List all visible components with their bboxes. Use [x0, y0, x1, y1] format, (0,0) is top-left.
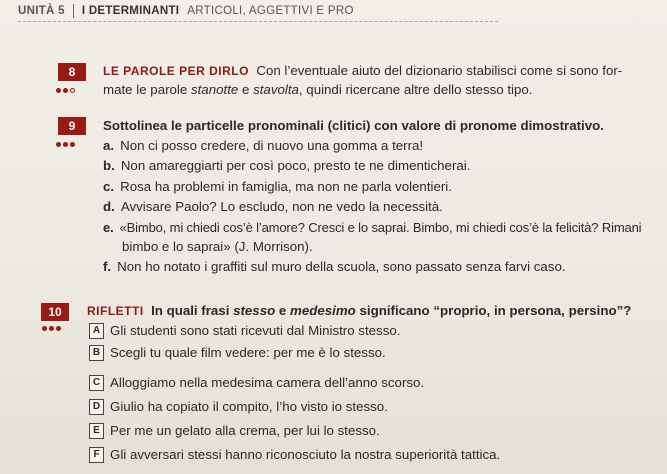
answer-checkbox-c[interactable]: C [89, 375, 104, 391]
exercise-8-text-2b: e [238, 82, 254, 97]
item-text: Scegli tu quale film vedere: per me è lo stesso. [110, 345, 386, 360]
difficulty-dot-filled [49, 326, 54, 331]
item-text: Gli avversari stessi hanno riconosciuto la nostra superiorità tattica. [110, 447, 501, 462]
exercise-10-item-f [89, 446, 500, 464]
item-text: Gli studenti sono stati ricevuti dal Ministro stesso. [110, 323, 401, 338]
exercise-9-item-e-continued [122, 238, 313, 256]
exercise-10-item-c [89, 374, 424, 392]
difficulty-dot-filled [56, 326, 61, 331]
item-text: Avvisare Paolo? Lo escludo, non ne vedo la necessità. [120, 199, 443, 214]
running-header [18, 2, 354, 20]
word-stanotte: stanotte [190, 82, 239, 97]
exercise-8-line-1 [103, 62, 622, 80]
item-text: Non ci posso credere, di nuovo una gomma a terra! [120, 138, 424, 153]
difficulty-dot-filled [42, 326, 47, 331]
exercise-9-instruction [103, 117, 604, 135]
difficulty-dot-filled [56, 88, 61, 93]
item-text: bimbo e lo saprai» (J. Morrison). [122, 239, 313, 254]
exercise-9-item-d [103, 198, 443, 216]
difficulty-dot-filled [63, 88, 68, 93]
topic-label: ARTICOLI, AGGETTIVI E PRO [187, 5, 354, 17]
item-label: d. [103, 199, 115, 214]
item-text: Alloggiamo nella medesima camera dell’anno scorso. [110, 375, 425, 390]
answer-checkbox-f[interactable]: F [89, 447, 104, 463]
item-label: c. [103, 179, 115, 194]
difficulty-dot-filled [70, 142, 75, 147]
header-rule [18, 21, 498, 22]
item-text: Per me un gelato alla crema, per lui lo stesso. [110, 423, 380, 438]
exercise-9-instruction-text: Sottolinea le particelle pronominali (clitici) con valore di pronome dimostrativo. [103, 118, 604, 133]
answer-checkbox-b[interactable]: B [89, 345, 104, 361]
item-text: Rosa ha problemi in famiglia, ma non ne parla volentieri. [120, 179, 452, 194]
item-text: Non ho notato i graffiti sul muro della scuola, sono passato senza farvi caso. [117, 259, 566, 274]
difficulty-dot-filled [56, 142, 61, 147]
exercise-10-item-e [89, 422, 380, 440]
exercise-9-item-c [103, 178, 452, 196]
header-divider [73, 4, 74, 18]
exercise-8-text-1: Con l’eventuale aiuto del dizionario stabilisci come si sono for- [256, 63, 623, 78]
answer-checkbox-a[interactable]: A [89, 323, 104, 339]
instruction-text-a: In quali frasi [151, 303, 234, 318]
item-text: «Bimbo, mi chiedi cos’è l’amore? Cresci e lo saprai. Bimbo, mi chiedi cos’è la felicità? Rimani [119, 220, 642, 235]
section-label: I DETERMINANTI [81, 5, 180, 17]
exercise-10-keyword: RIFLETTI [87, 304, 144, 318]
instruction-text-c: significano “proprio, in persona, persino”? [355, 303, 632, 318]
exercise-8-text-2a: mate le parole [103, 82, 191, 97]
answer-checkbox-d[interactable]: D [89, 399, 104, 415]
exercise-10-item-b [89, 344, 386, 362]
exercise-10-item-a [89, 322, 400, 340]
exercise-8-keyword: LE PAROLE PER DIRLO [103, 64, 249, 78]
exercise-9-item-e [103, 219, 641, 237]
word-stesso: stesso [233, 303, 276, 318]
exercise-8-number: 8 [58, 63, 86, 81]
difficulty-dot-filled [63, 142, 68, 147]
unit-label: UNITÀ 5 [18, 5, 65, 17]
exercise-10-item-d [89, 398, 388, 416]
exercise-9-item-a [103, 137, 423, 155]
difficulty-dot-empty [70, 88, 75, 93]
item-label: f. [103, 259, 112, 274]
exercise-8-text-2c: , quindi ricercane altre dello stesso tipo. [298, 82, 533, 97]
exercise-10-instruction [87, 302, 631, 320]
instruction-text-b: e [275, 303, 291, 318]
item-label: a. [103, 138, 115, 153]
difficulty-dots-ex9 [56, 142, 75, 147]
item-text: Giulio ha copiato il compito, l’ho visto io stesso. [110, 399, 388, 414]
exercise-10-number: 10 [41, 303, 69, 321]
item-label: e. [103, 220, 114, 235]
exercise-8-line-2 [103, 81, 532, 99]
item-label: b. [103, 158, 115, 173]
answer-checkbox-e[interactable]: E [89, 423, 104, 439]
word-stavolta: stavolta [253, 82, 299, 97]
exercise-9-number: 9 [58, 117, 86, 135]
exercise-9-item-b [103, 157, 470, 175]
difficulty-dots-ex10 [42, 326, 61, 331]
item-text: Non amareggiarti per così poco, presto te ne dimenticherai. [120, 158, 471, 173]
word-medesimo: medesimo [290, 303, 356, 318]
difficulty-dots-ex8 [56, 88, 75, 93]
exercise-9-item-f [103, 258, 566, 276]
